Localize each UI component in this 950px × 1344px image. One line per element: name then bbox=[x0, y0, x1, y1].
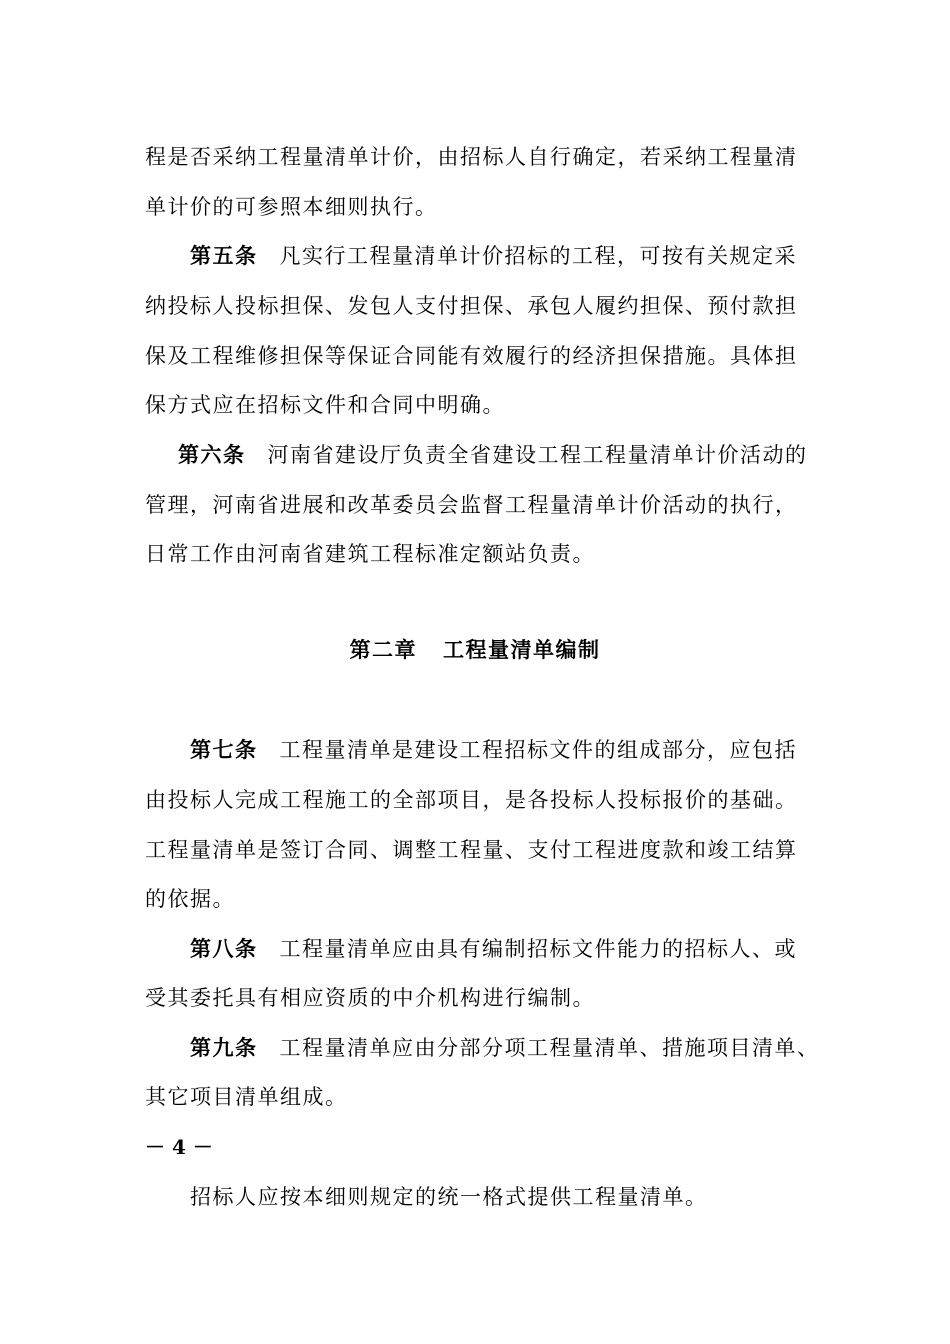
chapter-title: 工程量清单编制 bbox=[443, 637, 601, 662]
article-8-label: 第八条 bbox=[190, 936, 258, 961]
text-line: 招标人应按本细则规定的统一格式提供工程量清单。 bbox=[190, 1185, 708, 1209]
text-line: 程是否采纳工程量清单计价，由招标人自行确定，若采纳工程量清 bbox=[145, 145, 798, 169]
article-5-first-line bbox=[190, 244, 797, 268]
text-line: 纳投标人投标担保、发包人支付担保、承包人履约担保、预付款担 bbox=[145, 294, 798, 318]
text-line: 管理，河南省进展和改革委员会监督工程量清单计价活动的执行， bbox=[145, 493, 798, 517]
article-7-label: 第七条 bbox=[190, 737, 258, 762]
article-5-label: 第五条 bbox=[190, 243, 258, 268]
article-7-text: 工程量清单是建设工程招标文件的组成部分，应包括 bbox=[279, 738, 797, 762]
text-line: 受其委托具有相应资质的中介机构进行编制。 bbox=[145, 986, 595, 1010]
chapter-heading bbox=[0, 638, 950, 662]
text-line: 保方式应在招标文件和合同中明确。 bbox=[145, 393, 505, 417]
text-line: 的依据。 bbox=[145, 887, 235, 911]
article-9-first-line bbox=[190, 1036, 820, 1060]
text-line: 由投标人完成工程施工的全部项目，是各投标人投标报价的基础。 bbox=[145, 788, 798, 812]
chapter-number: 第二章 bbox=[349, 637, 417, 662]
text-line: 保及工程维修担保等保证合同能有效履行的经济担保措施。具体担 bbox=[145, 344, 798, 368]
text-line: 工程量清单是签订合同、调整工程量、支付工程进度款和竣工结算 bbox=[145, 838, 798, 862]
article-8-text: 工程量清单应由具有编制招标文件能力的招标人、或 bbox=[279, 937, 797, 961]
article-7-first-line bbox=[190, 738, 797, 762]
page-number: － 4 － bbox=[145, 1135, 213, 1159]
text-line: 其它项目清单组成。 bbox=[145, 1085, 348, 1109]
article-6-text: 河南省建设厅负责全省建设工程工程量清单计价活动的 bbox=[267, 443, 808, 467]
article-6-first-line bbox=[178, 443, 808, 467]
text-line: 日常工作由河南省建筑工程标准定额站负责。 bbox=[145, 542, 595, 566]
article-9-label: 第九条 bbox=[190, 1035, 258, 1060]
article-5-text: 凡实行工程量清单计价招标的工程，可按有关规定采 bbox=[279, 244, 797, 268]
article-9-text: 工程量清单应由分部分项工程量清单、措施项目清单、 bbox=[279, 1036, 820, 1060]
text-line: 单计价的可参照本细则执行。 bbox=[145, 195, 438, 219]
article-8-first-line bbox=[190, 937, 797, 961]
article-6-label: 第六条 bbox=[178, 442, 246, 467]
